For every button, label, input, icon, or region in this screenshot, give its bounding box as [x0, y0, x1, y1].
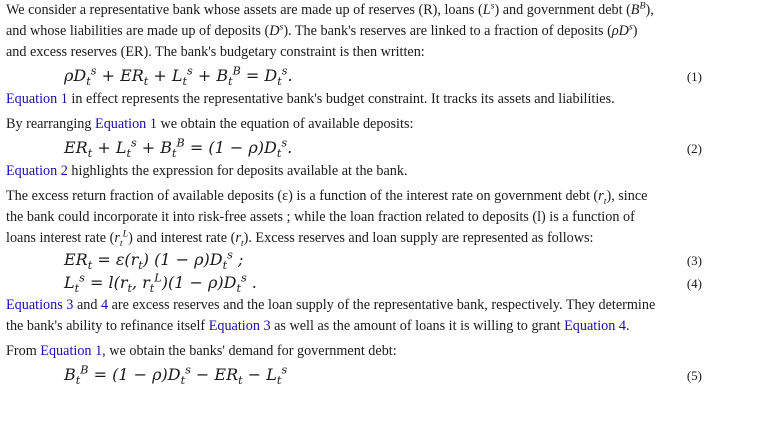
link-equation-4-short[interactable]: 4 — [100, 297, 109, 313]
equation-3: $ER_t = \varepsilon(r_t) (1 - \rho)D_t^s$ ; (3) — [64, 248, 702, 273]
equation-2-number: (2) — [686, 141, 702, 156]
link-equation-2[interactable]: Equation 2 — [6, 163, 68, 179]
paper-page — [6, 0, 764, 388]
paragraph-eq1-description: Equation 1 in effect represents the representative bank's budget constraint. It tracks its assets and liabilities. — [6, 91, 615, 107]
equation-1-number: (1) — [686, 69, 702, 84]
equation-4-number: (4) — [686, 276, 702, 291]
equation-1: $\rho D_t^s + ER_t + L_t^s + B_t^B = D_t^s$. (1) — [64, 64, 702, 89]
link-equation-4[interactable]: Equation 4 — [564, 318, 627, 334]
paragraph-demand: From Equation 1, we obtain the banks' demand for government debt: — [6, 343, 397, 359]
equation-3-number: (3) — [686, 253, 702, 268]
paragraph-eq3-eq4: Equations 3 and 4 are excess reserves and the loan supply of the representative bank, respectively. They determine the bank's ability to refinance itself Equation 3 as well as the amount of loans it is willing to grant Equation 4. — [6, 297, 656, 334]
link-equation-1-c[interactable]: Equation 1 — [40, 343, 103, 359]
link-equation-3[interactable]: Equation 3 — [208, 318, 271, 334]
equation-5-number: (5) — [686, 368, 702, 383]
equation-2: $ER_t + L_t^s + B_t^B = (1 - \rho)D_t^s$. (2) — [64, 136, 702, 161]
intro-paragraph: We consider a representative bank whose assets are made up of reserves (R), loans $(L^s)$ and government debt $(B^B)$, and whose liabilities are made up of deposits $(D^s)$. The bank's reserves are linked to a fraction of deposits $(\rho D^s)$ and excess reserves (ER). The bank's budgetary constraint is then written: — [6, 0, 654, 60]
paragraph-excess-return: The excess return fraction of available deposits (ε) is a function of the interest rate on government debt $(r_t)$, since the bank could incorporate it into risk-free assets ; while the loan fraction related to deposits (l) is a function of loans interest rate $(r_t^L)$ and interest rate $(r_t)$. Excess reserves and loan supply are represented as follows: — [6, 188, 648, 249]
link-equations-3[interactable]: Equations 3 — [6, 297, 74, 313]
equation-5: $B_t^B = (1 - \rho)D_t^s - ER_t - L_t^s$ (5) — [64, 363, 702, 388]
paragraph-rearranging: By rearranging Equation 1 we obtain the equation of available deposits: — [6, 116, 414, 132]
link-equation-1-b[interactable]: Equation 1 — [95, 116, 157, 132]
paragraph-eq2-description: Equation 2 highlights the expression for deposits available at the bank. — [6, 163, 408, 179]
equation-4: $L_t^s = l(r_t$, $r_t^L)(1 - \rho)D_t^s$ . (4) — [64, 271, 702, 296]
link-equation-1[interactable]: Equation 1 — [6, 91, 68, 107]
